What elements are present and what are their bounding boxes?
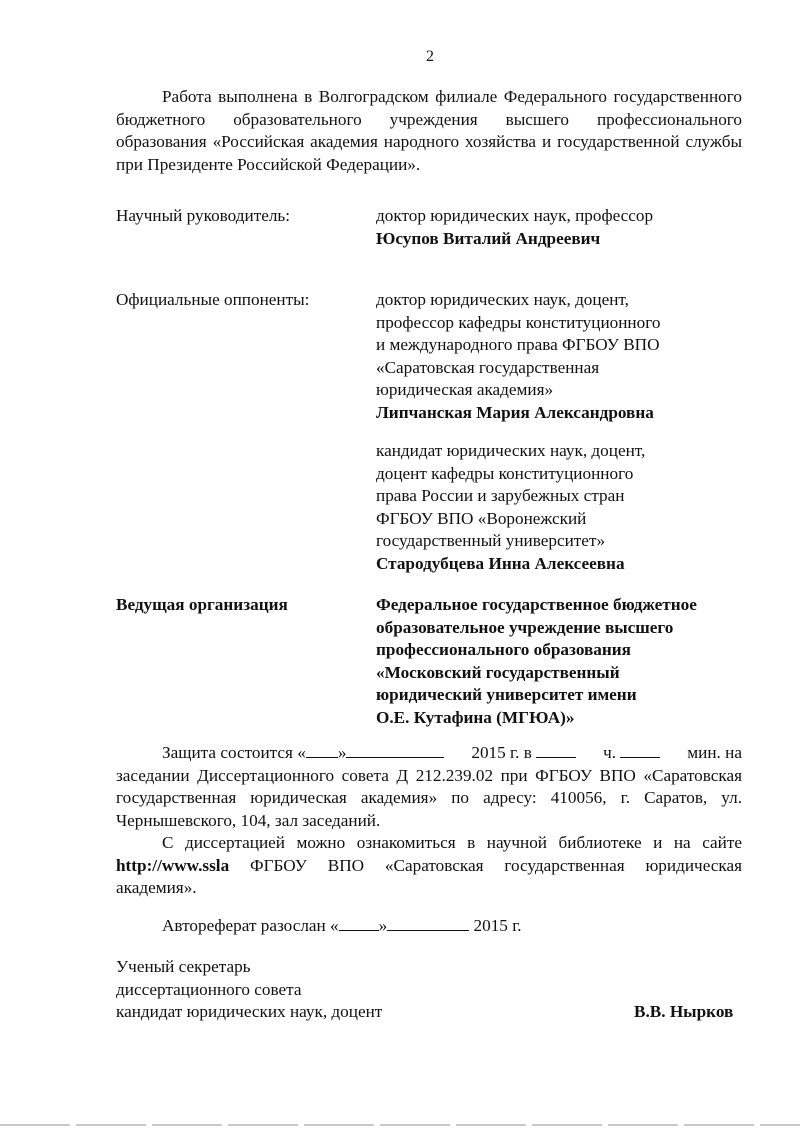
- day-blank: [306, 743, 338, 758]
- opponent-second-line: права России и зарубежных стран: [376, 486, 625, 505]
- opponent-first-line: доктор юридических наук, доцент,: [376, 290, 629, 309]
- opponent-second-line: ФГБОУ ВПО «Воронежский: [376, 508, 587, 528]
- opponents-label: Официальные оппоненты:: [116, 290, 310, 309]
- opponent-first-line: и международного права ФГБОУ ВПО: [376, 335, 660, 354]
- minute-blank: [620, 743, 660, 758]
- supervisor-title: доктор юридических наук, профессор: [376, 206, 654, 225]
- opponent-second: [376, 440, 746, 575]
- secretary-line: диссертационного совета: [116, 979, 302, 999]
- defense-paragraph: [116, 742, 742, 832]
- leading-org-line: Федеральное государственное бюджетное: [376, 595, 697, 614]
- page-number: 2: [426, 48, 434, 65]
- hour-blank: [536, 743, 576, 758]
- leading-org-line: О.Е. Кутафина (МГЮА)»: [376, 707, 575, 727]
- opponent-first-line: «Саратовская государственная: [376, 357, 600, 377]
- leading-org-block: [376, 594, 746, 729]
- abstract-sent-line: Автореферат разослан « » 2015 г.: [162, 916, 522, 935]
- opponent-second-line: кандидат юридических наук, доцент,: [376, 441, 646, 460]
- defense-year-group: 2015 г. в: [471, 742, 576, 765]
- defense-rest: заседании Диссертационного совета Д 212.239.02 при ФГБОУ ВПО «Саратовская государственная юридическая академия» по адресу: 410056, г. Саратов, ул. Чернышевского, 104, зал заседаний.: [116, 765, 742, 830]
- leading-org-line: образовательное учреждение высшего: [376, 617, 674, 637]
- supervisor-label: Научный руководитель:: [116, 206, 291, 225]
- supervisor-block: [376, 205, 746, 250]
- sent-month-blank: [387, 916, 469, 931]
- opponent-second-name: Стародубцева Инна Алексеевна: [376, 553, 625, 573]
- opponent-second-line: государственный университет»: [376, 531, 606, 550]
- opponent-first-line: юридическая академия»: [376, 380, 554, 399]
- secretary-line: кандидат юридических наук, доцент: [116, 1002, 383, 1021]
- secretary-line: Ученый секретарь: [116, 957, 251, 976]
- month-blank: [346, 743, 444, 758]
- page-bottom-edge: [0, 1124, 800, 1126]
- defense-hour-group: ч.: [603, 742, 660, 765]
- secretary-name: В.В. Нырков: [634, 1002, 734, 1021]
- intro-paragraph: Работа выполнена в Волгоградском филиале Федерального государственного бюджетного образовательного учреждения высшего профессионального образования «Российская академия народного хозяйства и государственной службы при Президенте Российской Федерации».: [116, 87, 742, 174]
- site-link[interactable]: http://www.ssla: [116, 855, 230, 875]
- opponent-first: [376, 289, 746, 424]
- leading-org-line: «Московский государственный: [376, 662, 620, 682]
- leading-org-label: Ведущая организация: [116, 595, 288, 614]
- opponent-second-line: доцент кафедры конституционного: [376, 463, 634, 483]
- defense-minute-label: мин. на: [687, 743, 742, 762]
- opponent-first-name: Липчанская Мария Александровна: [376, 402, 654, 422]
- leading-org-line: профессионального образования: [376, 640, 631, 659]
- defense-first-line: [116, 742, 742, 765]
- defense-date-group: Защита состоится « »: [162, 742, 444, 765]
- supervisor-name: Юсупов Виталий Андреевич: [376, 228, 601, 248]
- leading-org-line: юридический университет имени: [376, 685, 637, 704]
- opponent-first-line: профессор кафедры конституционного: [376, 312, 661, 332]
- library-paragraph: С диссертацией можно ознакомиться в научной библиотеке и на сайте http://www.ssla ФГБОУ ВПО «Саратовская государственная юридическая академия».: [116, 833, 742, 897]
- sent-day-blank: [339, 916, 379, 931]
- secretary-block: [116, 956, 382, 1024]
